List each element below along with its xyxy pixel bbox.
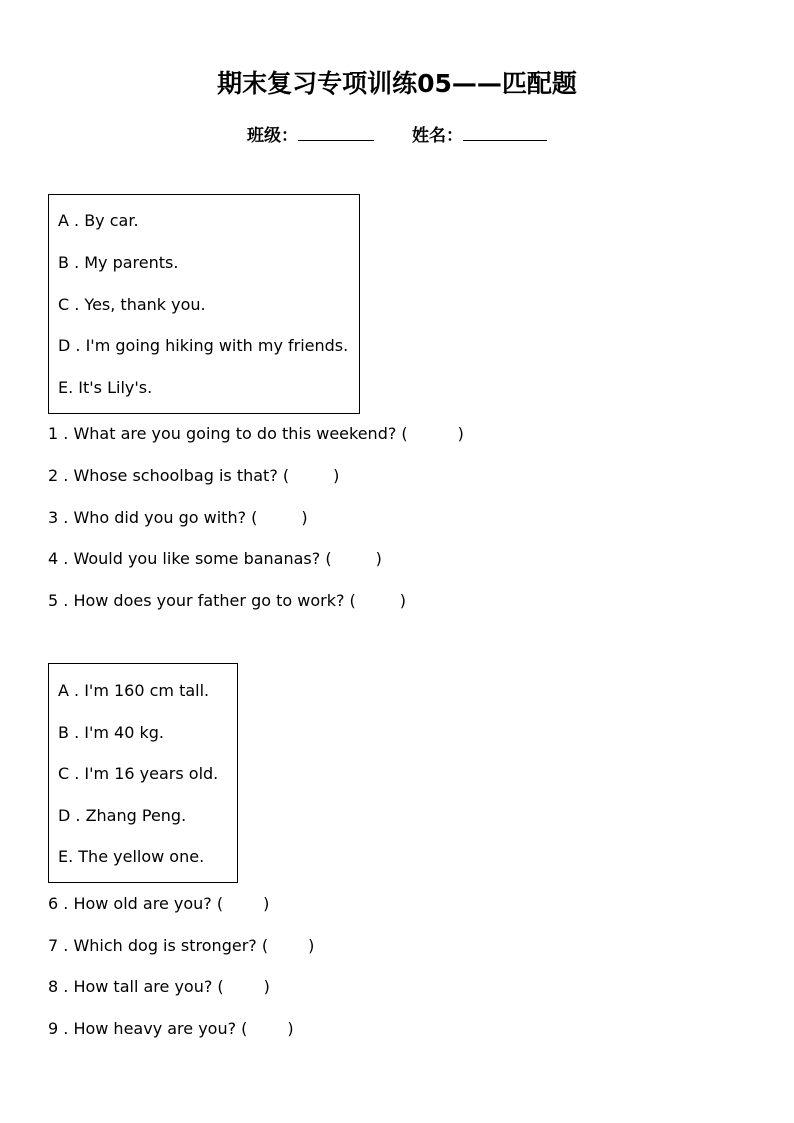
close-paren: ) [301, 508, 308, 527]
close-paren: ) [333, 466, 340, 485]
question-5 [48, 591, 406, 610]
student-info [0, 121, 794, 146]
close-paren: ) [287, 1019, 294, 1038]
close-paren: ) [399, 591, 407, 610]
question-1-text: 1 . What are you going to do this weekend? ( [48, 424, 408, 443]
class-label: 班级： [247, 126, 299, 146]
question-8-text: 8 . How tall are you? ( [48, 977, 224, 996]
class-blank[interactable] [298, 124, 374, 141]
question-6 [48, 894, 269, 913]
option-1e: E. It's Lily's. [58, 378, 153, 397]
option-1d: D . I'm going hiking with my friends. [58, 336, 349, 355]
option-1a: A . By car. [58, 211, 139, 230]
option-1b: B . My parents. [58, 253, 179, 272]
close-paren: ) [375, 549, 382, 568]
question-9 [48, 1019, 294, 1038]
option-2b: B . I'm 40 kg. [58, 723, 164, 742]
option-1c: C . Yes, thank you. [58, 295, 206, 314]
class-field [247, 121, 374, 146]
question-3-text: 3 . Who did you go with? ( [48, 508, 258, 527]
page-title: 期末复习专项训练05——匹配题 [217, 69, 577, 98]
close-paren: ) [263, 977, 270, 996]
option-2a: A . I'm 160 cm tall. [58, 681, 210, 700]
question-3 [48, 508, 308, 527]
option-2e: E. The yellow one. [58, 847, 205, 866]
question-6-text: 6 . How old are you? ( [48, 894, 224, 913]
question-2 [48, 466, 339, 485]
question-7-text: 7 . Which dog is stronger? ( [48, 936, 269, 955]
name-label: 姓名： [411, 126, 463, 146]
options-box-2 [48, 663, 238, 883]
question-9-text: 9 . How heavy are you? ( [48, 1019, 248, 1038]
close-paren: ) [308, 936, 315, 955]
name-field [412, 121, 547, 146]
question-2-text: 2 . Whose schoolbag is that? ( [48, 466, 290, 485]
option-2c: C . I'm 16 years old. [58, 764, 219, 783]
name-blank[interactable] [463, 124, 547, 141]
option-2d: D . Zhang Peng. [58, 806, 187, 825]
close-paren: ) [457, 424, 464, 443]
question-1 [48, 424, 464, 443]
question-5-text: 5 . How does your father go to work? ( [48, 591, 356, 610]
question-4-text: 4 . Would you like some bananas? ( [48, 549, 332, 568]
question-7 [48, 936, 314, 955]
question-8 [48, 977, 270, 996]
close-paren: ) [263, 894, 270, 913]
question-4 [48, 549, 382, 568]
options-box-1 [48, 194, 360, 414]
